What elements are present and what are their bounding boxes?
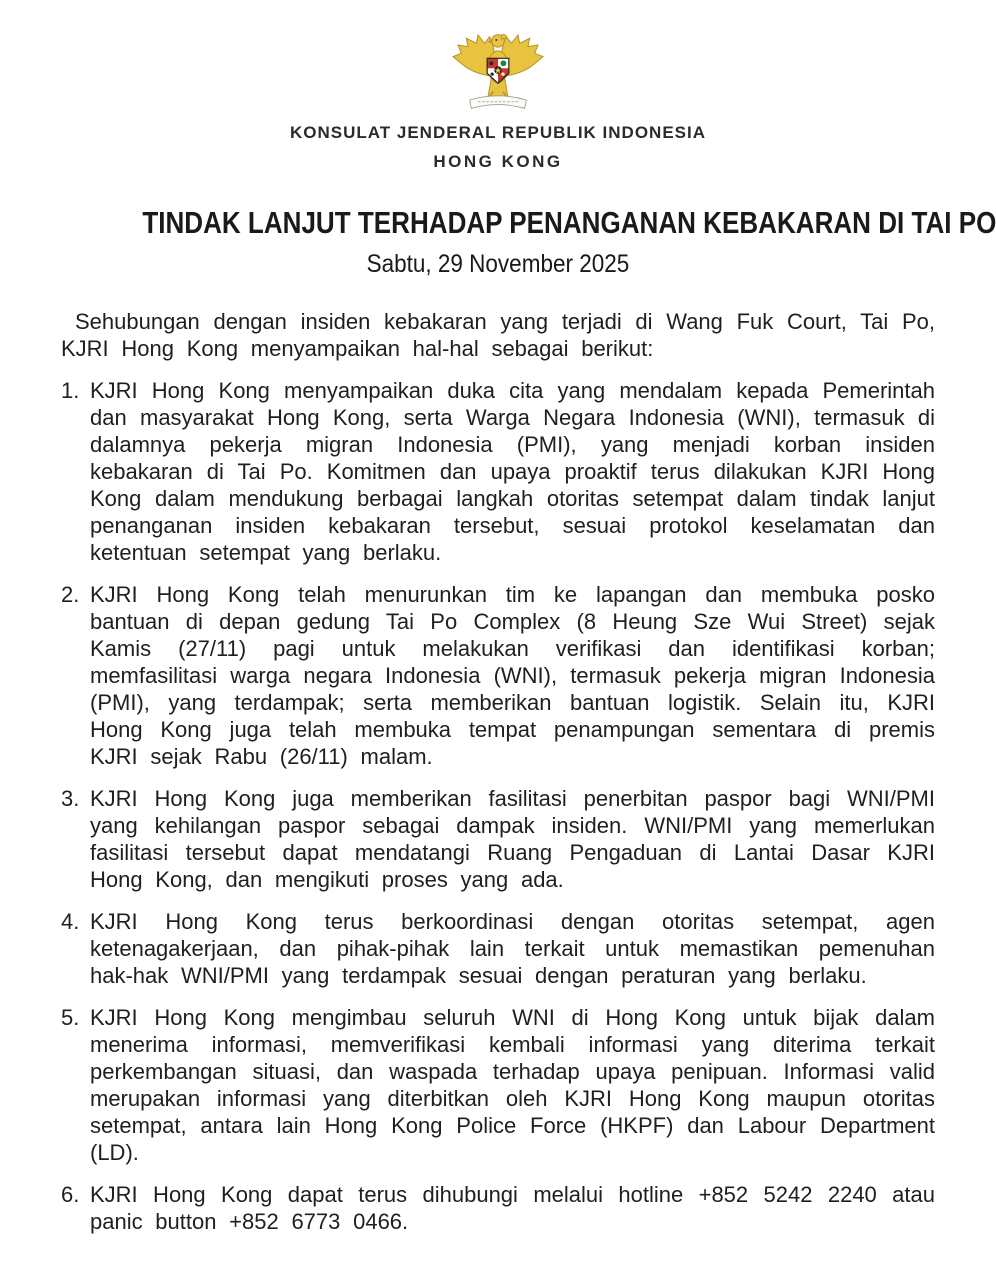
- item-number: 6.: [61, 1182, 80, 1207]
- list-item-1: [61, 377, 935, 566]
- document-date-text: Sabtu, 29 November 2025: [366, 250, 630, 278]
- list-item-4: [61, 908, 935, 989]
- list-item-2: [61, 581, 935, 770]
- document-title-text: TINDAK LANJUT TERHADAP PENANGANAN KEBAKARAN DI TAI PO: [142, 205, 996, 240]
- document-title: [61, 205, 996, 241]
- item-text: KJRI Hong Kong dapat terus dihubungi melalui hotline +852 5242 2240 atau panic button +852 6773 0466.: [90, 1182, 935, 1234]
- item-text: KJRI Hong Kong terus berkoordinasi dengan otoritas setempat, agen ketenagakerjaan, dan pihak-pihak lain terkait untuk memastikan pemenuhan hak-hak WNI/PMI yang terdampak sesuai dengan peraturan yang berlaku.: [90, 909, 935, 988]
- item-text: KJRI Hong Kong juga memberikan fasilitasi penerbitan paspor bagi WNI/PMI yang kehilangan paspor sebagai dampak insiden. WNI/PMI yang memerlukan fasilitasi tersebut dapat mendatangi Ruang Pengaduan di Lantai Dasar KJRI Hong Kong, dan mengikuti proses yang ada.: [90, 786, 935, 892]
- org-name-line1: KONSULAT JENDERAL REPUBLIK INDONESIA: [289, 123, 706, 142]
- org-name-line2: HONG KONG: [433, 152, 563, 171]
- item-text: KJRI Hong Kong mengimbau seluruh WNI di Hong Kong untuk bijak dalam menerima informasi, memverifikasi kembali informasi yang diterima terkait perkembangan situasi, dan waspada terhadap upaya penipuan. Informasi valid merupakan informasi yang diterbitkan oleh KJRI Hong Kong maupun otoritas setempat, antara lain Hong Kong Police Force (HKPF) dan Labour Department (LD).: [90, 1005, 935, 1165]
- item-text: KJRI Hong Kong telah menurunkan tim ke lapangan dan membuka posko bantuan di depan gedung Tai Po Complex (8 Heung Sze Wui Street) sejak Kamis (27/11) pagi untuk melakukan verifikasi dan identifikasi korban; memfasilitasi warga negara Indonesia (WNI), termasuk pekerja migran Indonesia (PMI), yang terdampak; serta memberikan bantuan logistik. Selain itu, KJRI Hong Kong juga telah membuka tempat penampungan sementara di premis KJRI sejak Rabu (26/11) malam.: [90, 582, 935, 769]
- item-text: KJRI Hong Kong menyampaikan duka cita yang mendalam kepada Pemerintah dan masyarakat Hong Kong, serta Warga Negara Indonesia (WNI), termasuk di dalamnya pekerja migran Indonesia (PMI), yang menjadi korban insiden kebakaran di Tai Po. Komitmen dan upaya proaktif terus dilakukan KJRI Hong Kong dalam mendukung berbagai langkah otoritas setempat dalam tindak lanjut penanganan insiden kebakaran tersebut, sesuai protokol keselamatan dan ketentuan setempat yang berlaku.: [90, 378, 935, 565]
- list-item-3: [61, 785, 935, 893]
- intro-paragraph: Sehubungan dengan insiden kebakaran yang terjadi di Wang Fuk Court, Tai Po, KJRI Hong Kong menyampaikan hal-hal sebagai berikut:: [61, 309, 935, 361]
- item-number: 2.: [61, 582, 80, 607]
- item-number: 3.: [61, 786, 80, 811]
- list-item-6: [61, 1181, 935, 1235]
- document-date: [61, 250, 935, 279]
- header-emblem-wrap: [61, 26, 935, 119]
- item-number: 5.: [61, 1005, 80, 1030]
- garuda-pancasila-emblem-icon: [448, 26, 548, 114]
- item-number: 4.: [61, 909, 80, 934]
- item-number: 1.: [61, 378, 80, 403]
- list-item-5: [61, 1004, 935, 1166]
